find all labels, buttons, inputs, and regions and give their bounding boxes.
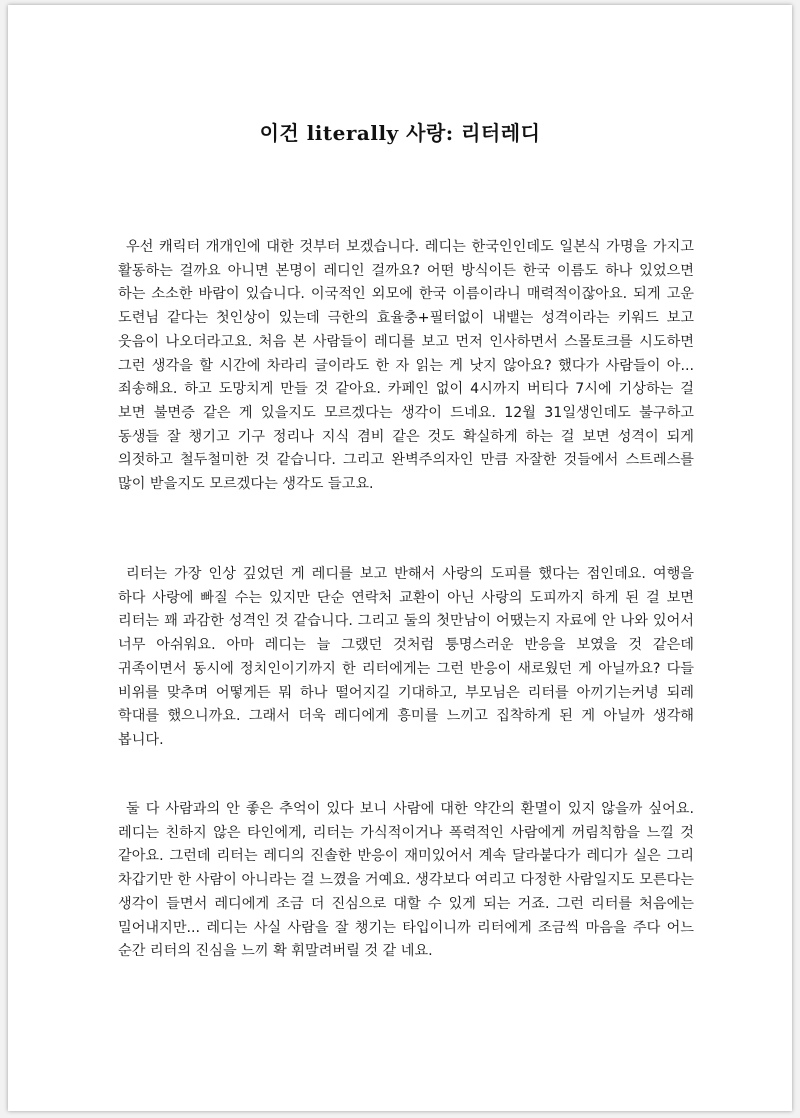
paragraph-3: 둘 다 사람과의 안 좋은 추억이 있다 보니 사람에 대한 약간의 환멸이 있지 않을까 싶어요. 레디는 친하지 않은 타인에게, 리터는 가식적이거나 폭력적인 사람에게 꺼림칙함을 느낄 것 같아요. 그런데 리터는 레디의 진솔한 반응이 재미있어서 계속 달라붙다가 레디가 실은 그리 차갑기만 한 사람이 아니라는 걸 느꼈을 거예요. 생각보다 여리고 다정한 사람일지도 모른다는 생각이 들면서 레디에게 조금 더 진심으로 대할 수 있게 되는 거죠. 그런 리터를 처음에는 밀어내지만... 레디는 사실 사람을 잘 챙기는 타입이니까 리터에게 조금씩 마음을 주다 어느 순간 리터의 진심을 느끼 확 휘말려버릴 것 같 네요. xyxy=(118,801,694,960)
paragraph-2: 리터는 가장 인상 깊었던 게 레디를 보고 반해서 사랑의 도피를 했다는 점인데요. 여행을 하다 사랑에 빠질 수는 있지만 단순 연락처 교환이 아닌 사랑의 도피까지 하게 된 걸 보면 리터는 꽤 과감한 성격인 것 같습니다. 그리고 둘의 첫만남이 어땠는지 자료에 안 나와 있어서 너무 아쉬워요. 아마 레디는 늘 그랬던 것처럼 퉁명스러운 반응을 보였을 것 같은데 귀족이면서 동시에 정치인이기까지 한 리터에게는 그런 반응이 새로웠던 게 아닐까요? 다들 비위를 맞추며 어떻게든 뭐 하나 떨어지길 기대하고, 부모님은 리터를 아끼기는커녕 되레 학대를 했으니까요. 그래서 더욱 레디에게 흥미를 느끼고 집착하게 된 게 아닐까 생각해 봅니다. xyxy=(118,566,694,748)
paragraph-1: 우선 캐릭터 개개인에 대한 것부터 보겠습니다. 레디는 한국인인데도 일본식 가명을 가지고 활동하는 걸까요 아니면 본명이 레디인 걸까요? 어떤 방식이든 한국 이름도 하나 있었으면 하는 소소한 바람이 있습니다. 이국적인 외모에 한국 이름이라니 매력적이잖아요. 되게 고운 도련님 같다는 첫인상이 있는데 극한의 효율충+필터없이 내뱉는 성격이라는 키워드 보고 웃음이 나오더라고요. 처음 본 사람들이 레디를 보고 먼저 인사하면서 스몰토크를 시도하면 그런 생각을 할 시간에 차라리 글이라도 한 자 읽는 게 낫지 않아요? 했다가 사람들이 아... 죄송해요. 하고 도망치게 만들 것 같아요. 카페인 없이 4시까지 버티다 7시에 기상하는 걸 보면 불면증 같은 게 있을지도 모르겠다는 생각이 드네요. 12월 31일생인데도 불구하고 동생들 잘 챙기고 기구 정리나 지식 겸비 같은 것도 확실하게 하는 걸 보면 성격이 되게 의젓하고 철두철미한 것 같습니다. 그리고 완벽주의자인 만큼 자잘한 것들에서 스트레스를 많이 받을지도 모르겠다는 생각도 들고요. xyxy=(118,239,694,493)
document-page xyxy=(8,5,792,1111)
document-title: 이건 literally 사랑: 리터레디 xyxy=(259,121,541,145)
